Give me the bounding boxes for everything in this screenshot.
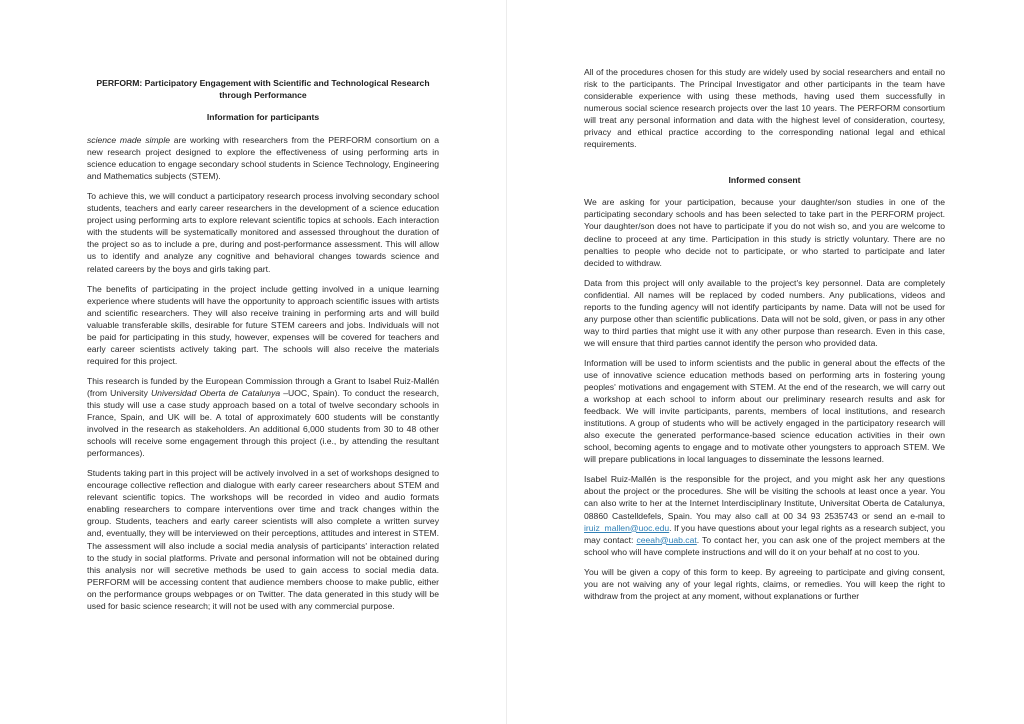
paragraph-workshops: Students taking part in this project will be actively involved in a set of workshops designed to encourage collective reflection and dialogue with early career researchers about STEM and relevant scientific topics. The workshops will be recorded in video and audio formats enabling researchers to compare interventions over time and track changes within the group. Students, teachers and early career scientists will also complete a written survey and, eventually, they will be interviewed on their perceptions, attitudes and interest in STEM. The assessment will also include a social media analysis of participants' interaction related to the study in social platforms. Private and personal information will not be obtained during this analysis nor will secretive methods be used to gain access to social media data. PERFORM will be accessing content that audience members choose to make public, either on the performance groups webpages or on Twitter. The data generated in this study will be used for basic science research; it will not be used with any commercial purpose. bbox=[87, 468, 439, 611]
intro-italic-lead: science made simple bbox=[87, 135, 171, 146]
paragraph-participation: We are asking for your participation, because your daughter/son studies in one of the participating secondary schools and has been selected to take part in the PERFORM project. Your daughter/son does not have to participate if you do not wish so, and you are welcome to decline to proceed at any time. Participation in this study is strictly voluntary. There are no penalties to people who decide not to participate, or who started to participate and later decided to withdraw. bbox=[584, 197, 945, 268]
paragraph-benefits: The benefits of participating in the project include getting involved in a unique learning experience where students will have the opportunity to approach scientific issues with artists and scientific researchers. They will also receive training in performing arts and will build valuable transferable skills, desirable for future STEM careers and jobs. Individuals will not be paid for participating in this study, however, expenses will be covered for teachers and early career scientists actively taking part. The schools will also receive the materials required for this project. bbox=[87, 283, 439, 366]
paragraph-contact bbox=[584, 473, 945, 557]
contact-text-1: Isabel Ruiz-Mallén is the responsible for the project, and you might ask her any questions about the project or the procedures. She will be visiting the schools at least once a year. You can also write to her at the Internet Interdisciplinary Institute, Universitat Oberta de Catalunya, 08860 Castelldefels, Spain. You may also call at 00 34 93 2535743 or send an e-mail to bbox=[584, 474, 945, 521]
intro-text: are working with researchers from the PERFORM consortium on a new research project designed to explore the effectiveness of using performing arts in science education to engage secondary school students in Science Technology, Engineering and Mathematics subjects (STEM). bbox=[87, 135, 439, 182]
paragraph-funding bbox=[87, 375, 439, 459]
email-link-ceeah[interactable]: ceeah@uab.cat bbox=[636, 534, 697, 545]
document-title-line2: through Performance bbox=[219, 90, 307, 100]
funding-university-italic: Universidad Oberta de Catalunya bbox=[150, 387, 281, 398]
funding-text-before: This research is funded by the European Commission through a Grant to Isabel Ruiz-Mallén (from University bbox=[87, 375, 439, 398]
section-heading-informed-consent: Informed consent bbox=[728, 175, 801, 186]
paragraph-data-confidentiality: Data from this project will only available to the project's key personnel. Data are completely confidential. All names will be replaced by coded numbers. Any publications, videos and reports to the funding agency will not identify participants by name. Data will not be used for any purpose other than scientific publications. Data will not be sold, given, or pass in any other way to third parties that might use it with any other purpose than research. Even in this case, we will ensure that third parties cannot identify the person who provided data. bbox=[584, 277, 945, 348]
contact-text-2: . If you have questions about your legal rights as a research subject, you may contact: bbox=[584, 522, 945, 545]
paragraph-procedures: All of the procedures chosen for this study are widely used by social researchers and entail no risk to the participants. The Principal Investigator and other participants in the team have considerable experience with using these methods, having used them successfully in numerous social science research projects over the last 10 years. The PERFORM consortium will treat any personal information and data with the highest level of consideration, courtesy, privacy and ethical practice according to the corresponding national legal and ethical requirements. bbox=[584, 67, 945, 150]
paragraph-intro bbox=[87, 134, 439, 182]
email-link-iruiz[interactable]: iruiz_mallen@uoc.edu bbox=[584, 522, 670, 533]
paragraph-information-use: Information will be used to inform scientists and the public in general about the effects of the use of innovative science education methods based on performing arts in fostering young peoples' motivations and engagement with STEM. At the end of the research, we will carry out a workshop at each school to inform about our preliminary research results and ask for feedback. We will invite participants, parents, members of local institutions, and research institutions. A group of students who will be actively engaged in the participatory research will also execute the generated performance-based science education activities in their own school, becoming agents to engage and to motivate other youngsters to approach STEM. We will prepare publications in local languages to disseminate the lessons learned. bbox=[584, 357, 945, 465]
paragraph-copy-of-form: You will be given a copy of this form to keep. By agreeing to participate and giving consent, you are not waiving any of your legal rights, claims, or remedies. You will keep the right to withdraw from the project at any moment, without explanations or further bbox=[584, 566, 945, 601]
document-title-line1: PERFORM: Participatory Engagement with Scientific and Technological Research bbox=[96, 78, 430, 88]
paragraph-methods: To achieve this, we will conduct a participatory research process involving secondary school students, teachers and early career researchers in the development of a science education project using performing arts to explore relevant scientific topics at schools. Each interaction with the students will be systematically monitored and assessed throughout the duration of the project so as to include a pre, during and post-performance assessment. This will allow us to identify and analyze any cognitive and behavioral changes towards science and related careers by the boys and girls taking part. bbox=[87, 191, 439, 274]
right-page-content bbox=[584, 66, 945, 610]
contact-text-3: . To contact her, you can ask one of the project members at the school who will have complete instructions and will do it on your behalf at no cost to you. bbox=[584, 534, 945, 557]
left-page-content bbox=[87, 77, 439, 620]
funding-text-after: –UOC, Spain). To conduct the research, this study will use a case study approach based on a total of twelve secondary schools in France, Spain, and UK will be. A total of approximately 600 students will be constantly involved in the research as stakeholders. An additional 6,000 students from 30 to 48 other schools will receive some engagement through this project (i.e., by attending the resultant performances). bbox=[87, 387, 439, 459]
document-title bbox=[87, 77, 439, 101]
left-page bbox=[0, 0, 507, 724]
section-heading-information: Information for participants bbox=[206, 112, 320, 122]
right-page bbox=[507, 0, 1024, 724]
